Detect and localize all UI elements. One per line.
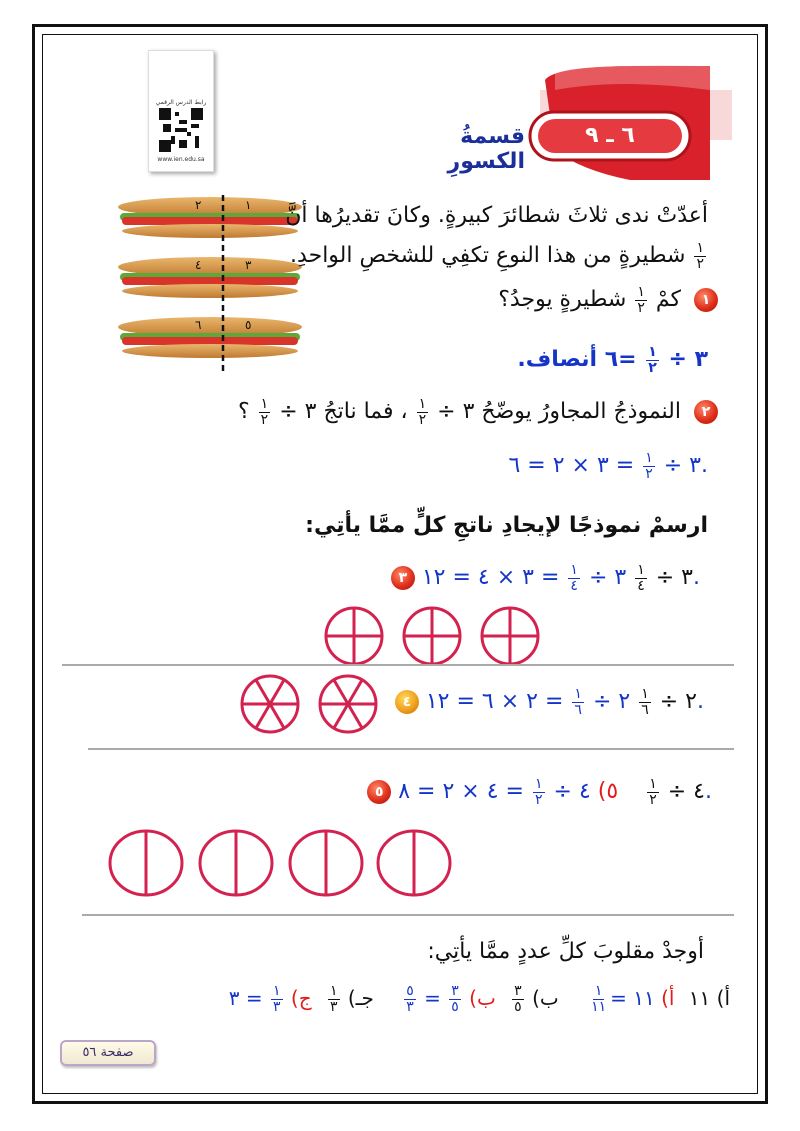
sandwich-3 xyxy=(118,317,302,358)
circle-model xyxy=(378,831,450,895)
question-bullet: ٢ xyxy=(694,400,718,424)
question-bullet: ٣ xyxy=(391,566,415,590)
question-4: ٤ ٢ ÷ $\frac{١}{٦}$ ٢ ÷ $\frac{١}{٦}$ = ٢ × ٦ = ١٢. xyxy=(338,684,718,720)
circle-model xyxy=(200,831,272,895)
circle-model xyxy=(404,608,460,664)
sandwich-label: ٣ xyxy=(245,258,252,272)
recip-a: أ) ١١ أ) ١١ = $\frac{١}{١١}$ xyxy=(591,983,730,1015)
lesson-number: ٦ ـ ٩ xyxy=(585,123,635,148)
page-title: قسمةُ الكسورِ xyxy=(447,124,525,174)
answer-5: ٤ ÷ $\frac{١}{٢}$ = ٤ × ٢ = ٨. xyxy=(398,775,712,808)
sandwich-label: ٢ xyxy=(195,198,202,212)
lesson-header xyxy=(380,60,732,180)
question-1: ١ كمْ $\frac{١}{٢}$ شطيرةٍ يوجدُ؟ xyxy=(298,282,718,318)
qr-caption: رابط الدرس الرقمي xyxy=(155,99,207,106)
recip-c: جـ) $\frac{١}{٣}$ ج) $\frac{١}{٣}$ = ٣ xyxy=(228,983,374,1015)
circle-model xyxy=(242,676,298,732)
model-quarters xyxy=(320,604,550,668)
fraction-half: $\frac{١}{٢}$ xyxy=(637,283,645,316)
model-halves xyxy=(106,828,466,898)
sandwich-1 xyxy=(118,197,302,238)
instruction-reciprocal: أوجدْ مقلوبَ كلِّ عددٍ ممَّا يأتِي: xyxy=(427,939,704,964)
question-2: ٢ النموذجُ المجاورُ يوضّحُ ٣ ÷ $\frac{١}{٢}$ ، فما ناتجُ ٣ ÷ $\frac{١}{٢}$ ؟ xyxy=(158,394,718,430)
page-number-badge: صفحة ٥٦ xyxy=(60,1040,156,1066)
circle-model xyxy=(290,831,362,895)
sandwich-2 xyxy=(118,257,302,298)
recip-b: ب) $\frac{٣}{٥}$ ب) $\frac{٣}{٥}$ = $\frac{٥}{٣}$ xyxy=(406,983,559,1015)
qr-code-icon xyxy=(159,108,203,152)
question-bullet: ٤ xyxy=(395,690,419,714)
answer-5-label: ٥) xyxy=(597,779,619,804)
question-bullet: ١ xyxy=(694,288,718,312)
circle-model xyxy=(110,831,182,895)
qr-url: www.ien.edu.sa xyxy=(157,156,205,163)
answer-2: ٣ ÷ $\frac{١}{٢}$ = ٣ × ٢ = ٦. xyxy=(508,449,708,482)
divider xyxy=(82,914,734,916)
question-3: ٣ ٣ ÷ $\frac{١}{٤}$ ٣ ÷ $\frac{١}{٤}$ = ٣ × ٤ = ١٢. xyxy=(158,560,718,596)
instruction-draw-model: ارسمْ نموذجًا لإيجادِ ناتجِ كلٍّ ممَّا يأتِي: xyxy=(305,513,708,538)
answer-1: ٣ ÷ $\frac{١}{٢}$ =٦ أنصاف. xyxy=(517,343,708,376)
divider xyxy=(88,748,734,750)
sandwich-label: ٥ xyxy=(245,318,252,332)
circle-model xyxy=(482,608,538,664)
fraction-half: $\frac{١}{٢}$ xyxy=(696,239,704,272)
qr-card[interactable] xyxy=(148,50,214,172)
intro-line-2: $\frac{١}{٢}$ شطيرةٍ من هذا النوعِ تكفِي للشخصِ الواحدِ. xyxy=(290,239,704,272)
circle-model xyxy=(326,608,382,664)
sandwich-label: ١ xyxy=(245,198,252,212)
answer-3: ٣ ÷ $\frac{١}{٤}$ = ٣ × ٤ = ١٢. xyxy=(421,561,700,594)
divider xyxy=(62,664,734,666)
reciprocals-row xyxy=(90,980,730,1016)
sandwich-label: ٤ xyxy=(195,258,202,272)
sandwich-label: ٦ xyxy=(195,318,202,332)
sandwiches-illustration xyxy=(110,195,310,375)
answer-4: ٢ ÷ $\frac{١}{٦}$ = ٢ × ٦ = ١٢. xyxy=(425,685,704,718)
intro-line-1: أعدّتْ ندى ثلاثَ شطائرَ كبيرةٍ. وكانَ تقديرُها أنَّ xyxy=(285,203,708,228)
question-bullet: ٥ xyxy=(367,780,391,804)
question-5: ٥ ٤ ÷ $\frac{١}{٢}$ ٥) ٤ ÷ $\frac{١}{٢}$ = ٤ × ٢ = ٨. xyxy=(218,774,718,810)
